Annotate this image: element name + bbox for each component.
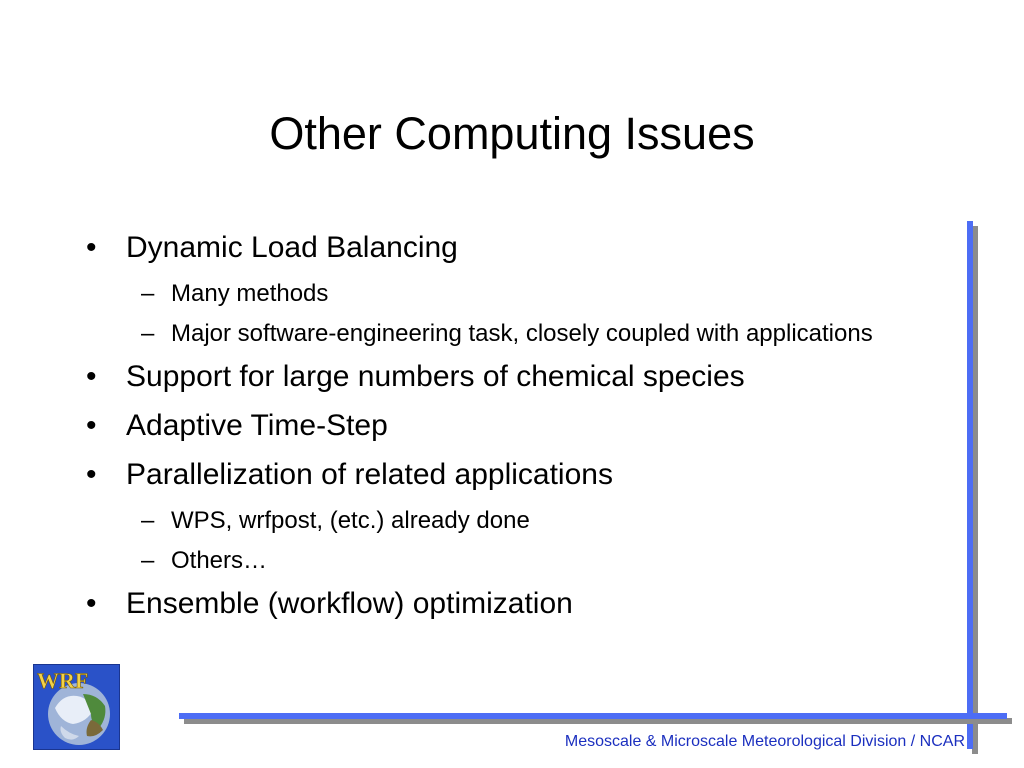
sub-bullet-text: WPS, wrfpost, (etc.) already done <box>171 507 530 534</box>
sub-bullet-marker: – <box>141 547 155 574</box>
bullet-text: Support for large numbers of chemical species <box>126 360 745 393</box>
sub-bullet-text: Major software-engineering task, closely coupled with applications <box>171 320 873 347</box>
sub-bullet-item <box>86 504 946 537</box>
bullet-text: Ensemble (workflow) optimization <box>126 587 573 620</box>
bullet-item <box>86 228 946 268</box>
bullet-marker: • <box>86 587 97 620</box>
sub-bullet-marker: – <box>141 320 155 347</box>
sub-bullet-item <box>86 317 946 350</box>
bullet-list <box>86 228 946 633</box>
bullet-marker: • <box>86 409 97 442</box>
sub-bullet-item <box>86 277 946 310</box>
sub-bullet-marker: – <box>141 507 155 534</box>
sub-bullet-text: Others… <box>171 547 268 574</box>
bullet-marker: • <box>86 231 97 264</box>
bullet-marker: • <box>86 458 97 491</box>
bullet-text: Parallelization of related applications <box>126 458 613 491</box>
sub-bullet-text: Many methods <box>171 280 329 307</box>
horizontal-accent-bar <box>179 713 1007 719</box>
vertical-accent-bar <box>967 221 973 749</box>
footer-text: Mesoscale & Microscale Meteorological Division / NCAR <box>564 733 965 750</box>
bullet-marker: • <box>86 360 97 393</box>
slide-title: Other Computing Issues <box>269 108 755 159</box>
wrf-globe-logo-icon <box>33 664 120 750</box>
sub-bullet-marker: – <box>141 280 155 307</box>
bullet-item <box>86 406 946 446</box>
bullet-text: Adaptive Time-Step <box>126 409 388 442</box>
sub-bullet-item <box>86 544 946 577</box>
bullet-text: Dynamic Load Balancing <box>126 231 458 264</box>
logo-text: WRF <box>37 668 89 693</box>
bullet-item <box>86 584 946 624</box>
bullet-item <box>86 357 946 397</box>
bullet-item <box>86 455 946 495</box>
